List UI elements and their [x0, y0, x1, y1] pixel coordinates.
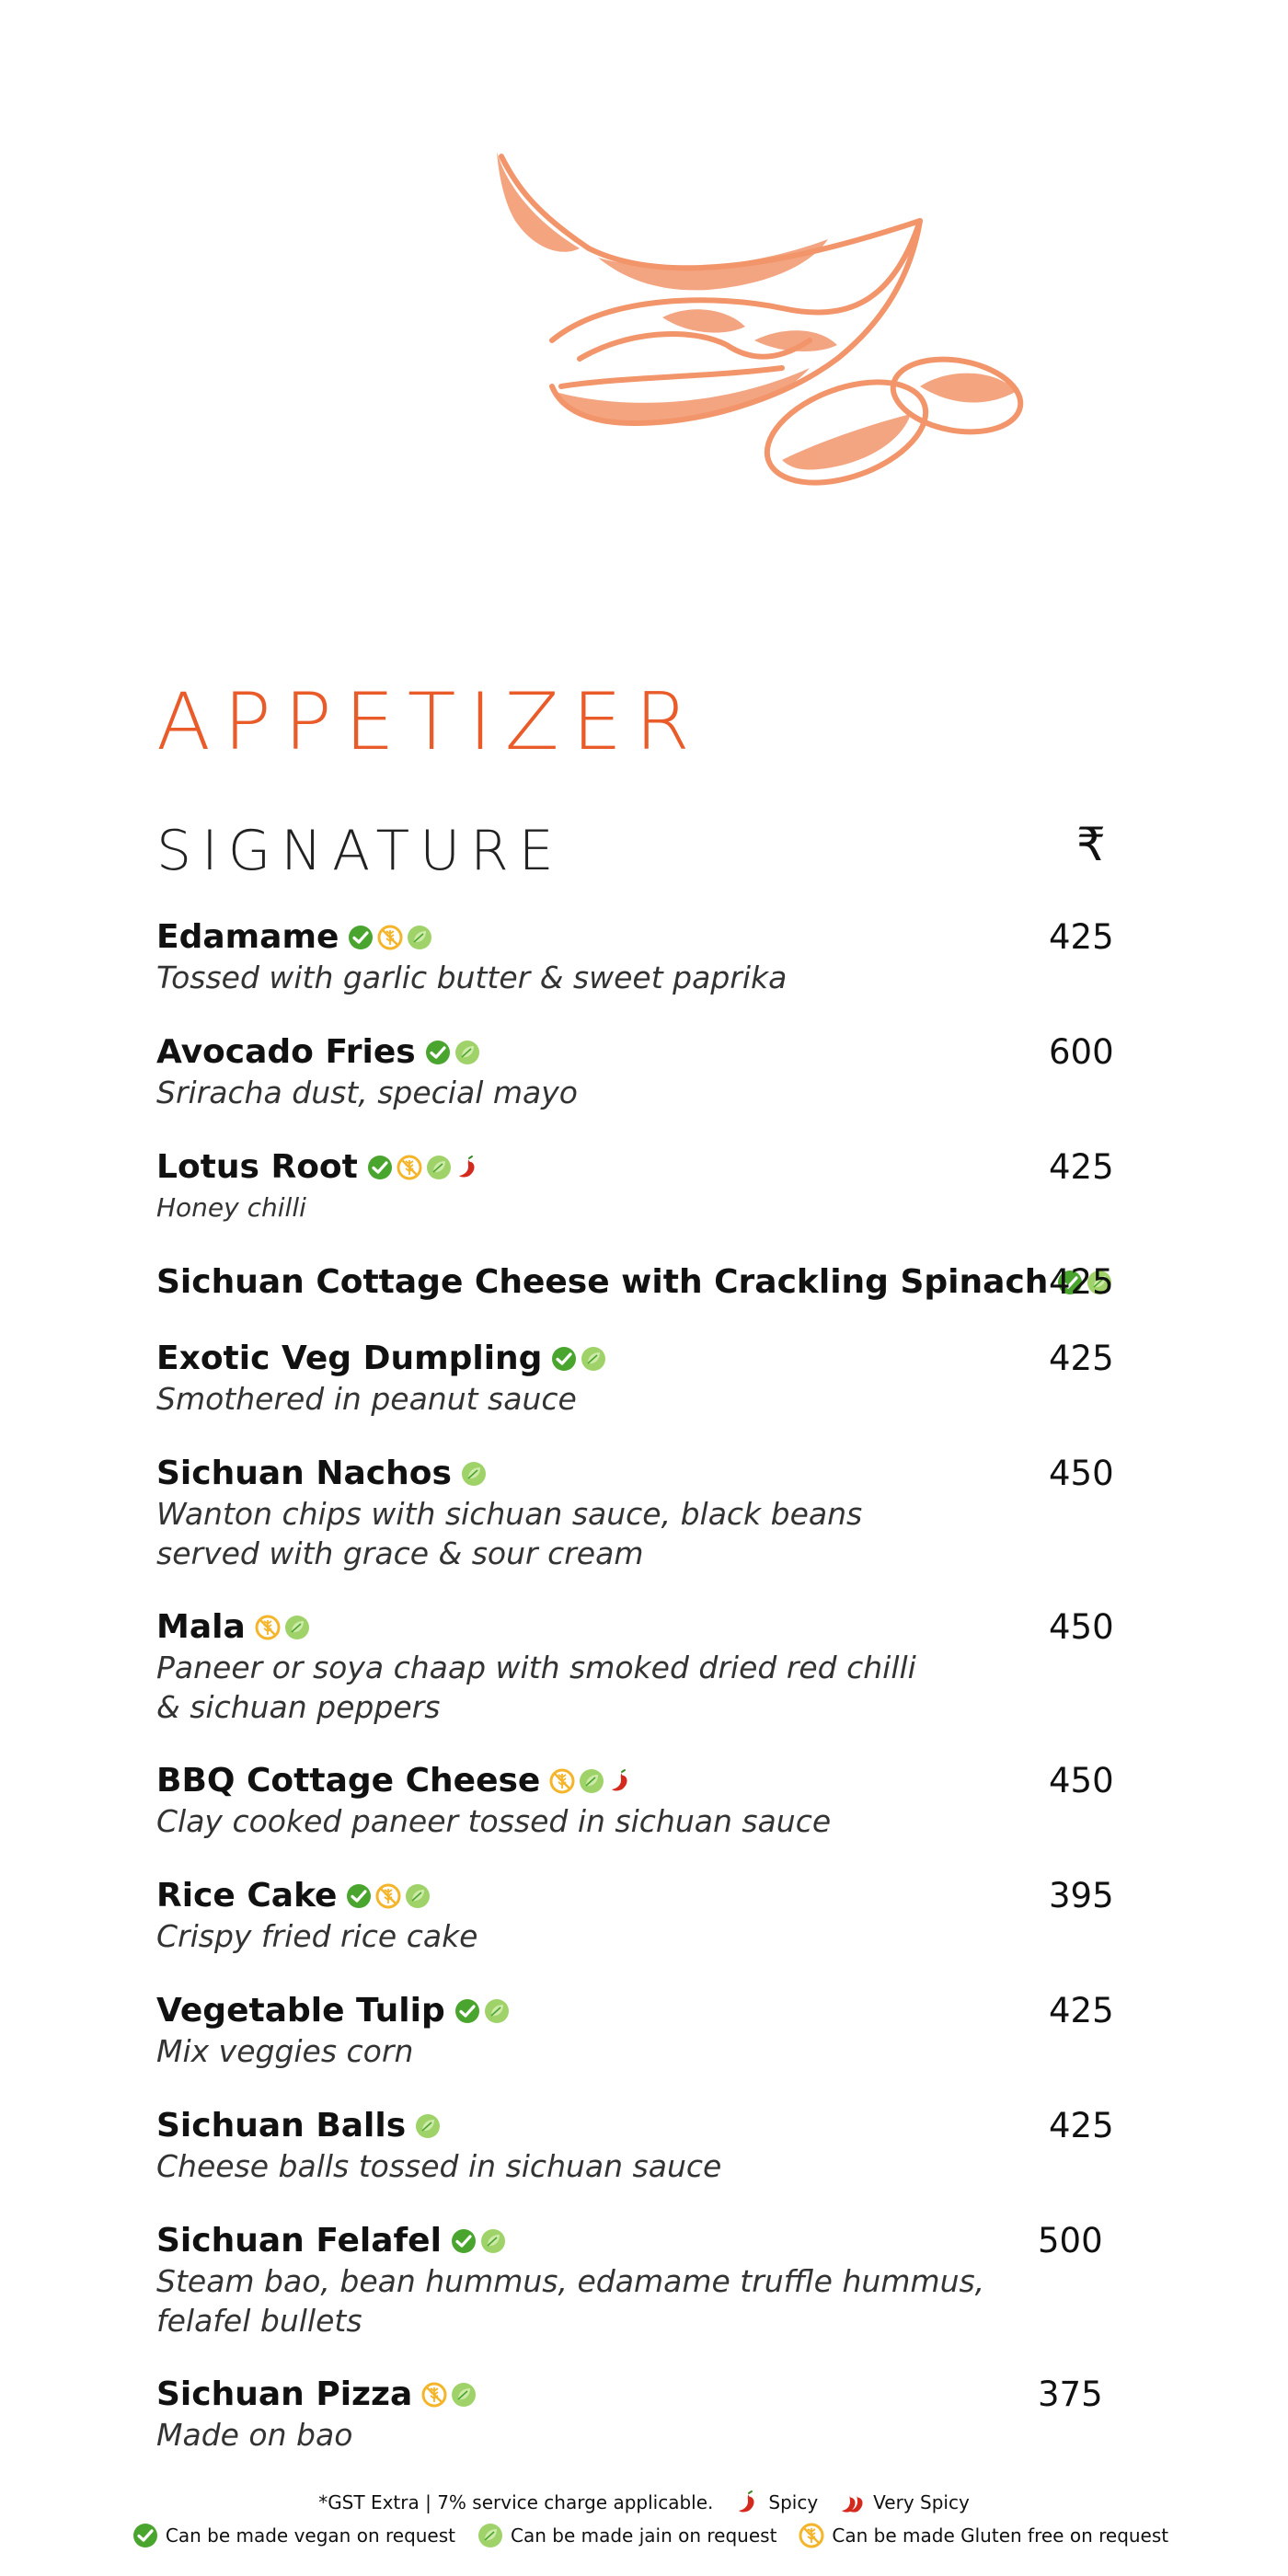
legend-gluten-free [799, 2523, 1168, 2548]
legend-gluten-free-label: Can be made Gluten free on request [832, 2524, 1169, 2547]
menu-item-description: Clay cooked paneer tossed in sichuan sauce [156, 1803, 832, 1839]
menu-item [156, 1145, 1150, 1227]
menu-item-header [156, 2104, 1150, 2148]
menu-item [156, 1989, 1150, 2071]
menu-item [156, 1337, 1150, 1419]
menu-item-price: 375 [1038, 2375, 1103, 2414]
vegan-check-icon [451, 2228, 477, 2254]
legend-very-spicy [840, 2490, 970, 2515]
jain-leaf-icon [451, 2382, 477, 2408]
menu-item-name: Lotus Root [156, 1148, 358, 1186]
menu-item-header [156, 1145, 1150, 1190]
menu-item-name: Mala [156, 1608, 246, 1646]
menu-item-description: Paneer or soya chaap with smoked dried red chilli & sichuan peppers [156, 1650, 916, 1725]
menu-item-name: Sichuan Cottage Cheese with Crackling Spinach [156, 1263, 1049, 1301]
menu-item [156, 1452, 1150, 1573]
menu-item-description: Crispy fried rice cake [156, 1918, 478, 1954]
vegan-check-icon [346, 1883, 372, 1909]
jain-leaf-icon [477, 2523, 503, 2548]
legend-vegan [132, 2523, 455, 2548]
dietary-icons [425, 1040, 480, 1065]
gluten-free-icon [397, 1155, 422, 1180]
legend-vegan-label: Can be made vegan on request [165, 2524, 456, 2547]
double-chilli-icon [840, 2490, 866, 2515]
dietary-icons [454, 1998, 510, 2024]
menu-item-name: BBQ Cottage Cheese [156, 1762, 541, 1800]
menu-item [156, 2219, 1150, 2340]
menu-item-name: Edamame [156, 918, 339, 956]
jain-leaf-icon [581, 1346, 606, 1372]
gluten-free-icon [375, 1883, 401, 1909]
menu-item-price: 425 [1049, 1147, 1114, 1187]
menu-item-price: 425 [1049, 2106, 1114, 2145]
jain-leaf-icon [405, 1883, 431, 1909]
gluten-free-icon [421, 2382, 447, 2408]
dietary-icons [549, 1768, 634, 1794]
menu-item-price: 425 [1049, 1262, 1114, 1302]
menu-item [156, 1260, 1150, 1305]
menu-item [156, 1605, 1150, 1727]
menu-item-description: Steam bao, bean hummus, edamame truffle hummus, felafel bullets [156, 2263, 985, 2339]
jain-leaf-icon [461, 1461, 487, 1487]
menu-item-header [156, 1759, 1150, 1803]
legend-very-spicy-label: Very Spicy [873, 2491, 970, 2513]
menu-item [156, 1759, 1150, 1841]
menu-item-description: Smothered in peanut sauce [156, 1381, 577, 1417]
menu-item-description: Cheese balls tossed in sichuan sauce [156, 2148, 722, 2184]
menu-item-name: Exotic Veg Dumpling [156, 1340, 543, 1377]
menu-item-header [156, 1605, 1150, 1650]
menu-item [156, 2104, 1150, 2186]
dietary-icons [551, 1346, 606, 1372]
section-title: APPETIZER [156, 676, 703, 768]
vegan-check-icon [132, 2523, 158, 2548]
footer-note: *GST Extra | 7% service charge applicable. [318, 2491, 714, 2513]
jain-leaf-icon [426, 1155, 452, 1180]
menu-item [156, 2373, 1150, 2455]
menu-item [156, 915, 1150, 997]
menu-item [156, 1874, 1150, 1956]
chilli-icon [455, 1155, 481, 1180]
subsection-title: SIGNATURE [156, 819, 564, 883]
menu-item-description: Sriracha dust, special mayo [156, 1075, 578, 1110]
legend-spicy [735, 2490, 818, 2515]
menu-item-header [156, 1030, 1150, 1075]
menu-item-price: 500 [1038, 2221, 1103, 2260]
legend-jain [477, 2523, 776, 2548]
vegan-check-icon [425, 1040, 451, 1065]
menu-item-price: 425 [1049, 917, 1114, 957]
menu-item-header [156, 1989, 1150, 2033]
dietary-icons [346, 1883, 431, 1909]
dietary-icons [367, 1155, 481, 1180]
menu-item-description: Mix veggies corn [156, 2033, 414, 2069]
jain-leaf-icon [480, 2228, 506, 2254]
menu-item-header [156, 1452, 1150, 1496]
menu-item-description: Honey chilli [156, 1192, 306, 1223]
gluten-free-icon [255, 1615, 281, 1640]
jain-leaf-icon [415, 2113, 441, 2139]
menu-item-name: Sichuan Pizza [156, 2375, 413, 2413]
menu-item-header [156, 2373, 1150, 2417]
menu-item-price: 395 [1049, 1876, 1114, 1915]
menu-item-price: 425 [1049, 1991, 1114, 2030]
gluten-free-icon [799, 2523, 824, 2548]
dietary-icons [451, 2228, 506, 2254]
dietary-icons [348, 925, 432, 950]
menu-item-header [156, 1337, 1150, 1381]
menu-item-name: Rice Cake [156, 1877, 338, 1915]
jain-leaf-icon [579, 1768, 604, 1794]
menu-item-description: Wanton chips with sichuan sauce, black beans served with grace & sour cream [156, 1496, 863, 1571]
menu-item-price: 450 [1049, 1761, 1114, 1800]
legend-spicy-label: Spicy [768, 2491, 819, 2513]
vegan-check-icon [367, 1155, 393, 1180]
jain-leaf-icon [284, 1615, 310, 1640]
dietary-icons [255, 1615, 310, 1640]
menu-item-price: 600 [1049, 1032, 1114, 1072]
dietary-icons [415, 2113, 441, 2139]
jain-leaf-icon [454, 1040, 480, 1065]
menu-item-description: Made on bao [156, 2417, 353, 2453]
edamame-illustration [478, 147, 1049, 534]
vegan-check-icon [454, 1998, 480, 2024]
menu-item-header [156, 915, 1150, 960]
gluten-free-icon [549, 1768, 575, 1794]
footer-legend-line [0, 2523, 1288, 2548]
menu-item-name: Vegetable Tulip [156, 1992, 445, 2030]
menu-item-price: 450 [1049, 1607, 1114, 1647]
menu-item-price: 450 [1049, 1454, 1114, 1493]
dietary-icons [421, 2382, 477, 2408]
currency-symbol: ₹ [1076, 818, 1106, 871]
legend-jain-label: Can be made jain on request [511, 2524, 777, 2547]
menu-item [156, 1030, 1150, 1112]
menu-item-name: Sichuan Felafel [156, 2222, 442, 2260]
jain-leaf-icon [484, 1998, 510, 2024]
vegan-check-icon [348, 925, 374, 950]
menu-item-header [156, 1260, 1150, 1305]
menu-item-name: Avocado Fries [156, 1033, 416, 1071]
menu-item-price: 425 [1049, 1339, 1114, 1378]
jain-leaf-icon [407, 925, 432, 950]
footer-note-line [0, 2490, 1288, 2515]
menu-item-header [156, 1874, 1150, 1918]
chilli-icon [735, 2490, 761, 2515]
menu-item-header [156, 2219, 1150, 2263]
gluten-free-icon [377, 925, 403, 950]
dietary-icons [461, 1461, 487, 1487]
menu-item-name: Sichuan Balls [156, 2107, 407, 2145]
menu-item-name: Sichuan Nachos [156, 1455, 452, 1492]
menu-item-description: Tossed with garlic butter & sweet paprika [156, 960, 788, 995]
vegan-check-icon [551, 1346, 577, 1372]
chilli-icon [608, 1768, 634, 1794]
